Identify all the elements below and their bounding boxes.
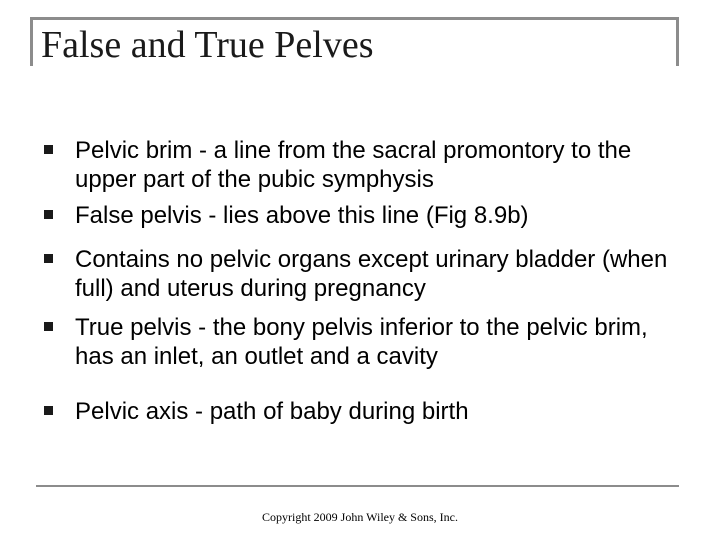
square-bullet-icon xyxy=(44,406,53,415)
footer-divider xyxy=(36,485,679,487)
square-bullet-icon xyxy=(44,254,53,263)
copyright-footer: Copyright 2009 John Wiley & Sons, Inc. xyxy=(262,510,458,524)
bullet-text: Pelvic brim - a line from the sacral promontory to the upper part of the pubic symphysis xyxy=(75,137,632,193)
square-bullet-icon xyxy=(44,322,53,331)
square-bullet-icon xyxy=(44,145,53,154)
bullet-text: Pelvic axis - path of baby during birth xyxy=(75,398,469,425)
bullet-text: False pelvis - lies above this line (Fig 8.9b) xyxy=(75,202,529,229)
square-bullet-icon xyxy=(44,210,53,219)
bullet-text: True pelvis - the bony pelvis inferior to the pelvic brim, has an inlet, an outlet and a cavity xyxy=(75,314,648,370)
bullet-text: Contains no pelvic organs except urinary bladder (when full) and uterus during pregnancy xyxy=(75,246,668,302)
slide-title: False and True Pelves xyxy=(41,24,374,66)
